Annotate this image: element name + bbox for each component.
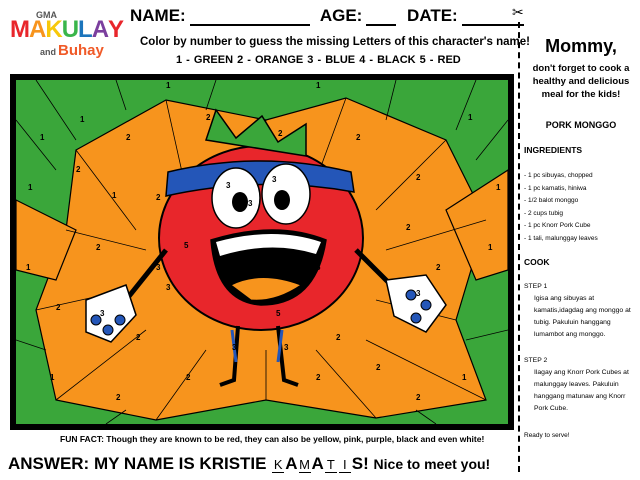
letter-blank[interactable]: M — [299, 457, 310, 472]
region-number-orange: 2 — [126, 133, 131, 142]
answer-line — [8, 454, 490, 474]
region-number-green: 1 — [28, 183, 33, 192]
logo-letter: A — [29, 16, 46, 43]
region-number-blue: 3 — [156, 263, 161, 272]
region-number-orange: 2 — [156, 193, 161, 202]
letter-fixed: A — [285, 454, 298, 473]
color-legend: 1 - GREEN 2 - ORANGE 3 - BLUE 4 - BLACK 5 - RED — [176, 54, 461, 66]
name-label: NAME: — [130, 6, 186, 25]
ingredient-item: - 1 pc Knorr Pork Cube — [524, 222, 591, 230]
name-age-date-header — [130, 6, 530, 26]
region-number-blue: 3 — [226, 181, 231, 190]
region-number-green: 1 — [40, 133, 45, 142]
region-number-green: 1 — [316, 81, 321, 90]
region-number-orange: 2 — [116, 393, 121, 402]
logo-letter: U — [61, 16, 79, 43]
region-number-green: 1 — [112, 191, 117, 200]
region-number-orange: 2 — [206, 113, 211, 122]
answer-label: ANSWER: — [8, 454, 90, 473]
region-number-red: 5 — [276, 309, 281, 318]
logo-letter: K — [45, 16, 62, 43]
dish-name: PORK MONGGO — [545, 120, 617, 130]
color-by-number-picture — [10, 74, 514, 430]
letter-blank[interactable]: T — [325, 458, 337, 473]
region-number-orange: 2 — [76, 165, 81, 174]
step2-text: Ilagay ang Knorr Pork Cubes at malunggay leaves. Pakuluin hanggang matunaw ang Knorr Pork Cube. — [534, 369, 629, 412]
region-number-orange: 2 — [186, 373, 191, 382]
region-number-blue: 3 — [416, 289, 421, 298]
letter-fixed: S! — [351, 454, 369, 473]
recipe-tip: don't forget to cook a healthy and delicious meal for the kids! — [532, 63, 630, 100]
region-number-green: 1 — [50, 373, 55, 382]
logo-letter: Y — [108, 16, 124, 43]
ingredient-item: - 1 tali, malunggay leaves — [524, 234, 598, 242]
region-number-red: 5 — [184, 241, 189, 250]
region-number-green: 1 — [166, 81, 171, 90]
age-label: AGE: — [319, 6, 363, 25]
region-number-blue: 3 — [166, 283, 171, 292]
recipe-sidebar — [522, 0, 640, 480]
glove-dot — [103, 325, 113, 335]
letter-blank[interactable]: K — [273, 457, 283, 472]
answer-suffix: Nice to meet you! — [373, 456, 491, 472]
ingredients-heading: INGREDIENTS — [524, 145, 583, 155]
region-number-blue: 3 — [284, 343, 289, 352]
logo-letter: M — [10, 16, 29, 43]
region-number-green: 1 — [462, 373, 467, 382]
region-number-orange: 2 — [416, 393, 421, 402]
logo-letter: A — [91, 16, 109, 43]
date-label: DATE: — [407, 6, 458, 25]
region-number-green: 1 — [468, 113, 473, 122]
region-number-orange: 2 — [56, 303, 61, 312]
region-number-blue: 3 — [248, 199, 253, 208]
age-field[interactable] — [366, 10, 396, 26]
scissors-icon: ✂ — [512, 4, 524, 20]
ingredient-item: - 2 cups tubig — [524, 209, 564, 217]
region-number-green: 1 — [496, 183, 501, 192]
glove-dot — [411, 313, 421, 323]
region-number-orange: 2 — [406, 223, 411, 232]
right-pupil — [274, 190, 290, 210]
ingredients-list — [524, 170, 598, 246]
makulay-logo — [6, 4, 126, 62]
left-pupil — [232, 192, 248, 212]
instruction-text: Color by number to guess the missing Letters of this character's name! — [140, 36, 530, 48]
letter-fixed: A — [311, 454, 324, 473]
cook-heading: COOK — [524, 257, 550, 267]
step2-heading: STEP 2 — [524, 357, 548, 364]
region-number-green: 1 — [80, 115, 85, 124]
region-number-orange: 2 — [416, 173, 421, 182]
region-number-orange: 2 — [356, 133, 361, 142]
step1-text: Igisa ang sibuyas at kamatis,idagdag ang monggo at tubig. Pakuluin hanggang lumambot ang monggo. — [534, 295, 631, 338]
tomato-character-drawing — [16, 80, 508, 424]
recipe-heading: Mommy, — [545, 36, 617, 56]
ready-text: Ready to serve! — [524, 432, 570, 439]
glove-dot — [115, 315, 125, 325]
cut-line — [518, 22, 520, 472]
region-number-orange: 2 — [336, 333, 341, 342]
ingredient-item: - 1 pc sibuyas, chopped — [524, 172, 593, 179]
glove-dot — [421, 300, 431, 310]
letter-blank[interactable]: I — [339, 458, 351, 473]
region-number-blue: 3 — [100, 309, 105, 318]
region-number-blue: 3 — [232, 343, 237, 352]
network-logo: GMA — [36, 10, 57, 20]
region-number-orange: 2 — [376, 363, 381, 372]
region-number-orange: 2 — [136, 333, 141, 342]
region-number-green: 1 — [488, 243, 493, 252]
fun-fact: FUN FACT: Though they are known to be red, they can also be yellow, pink, purple, black and even white! — [60, 434, 485, 444]
logo-subtitle: and Buhay — [40, 42, 104, 59]
region-number-orange: 2 — [436, 263, 441, 272]
glove-dot — [406, 290, 416, 300]
answer-prefix: MY NAME IS KRISTIE — [93, 454, 267, 473]
step1-heading: STEP 1 — [524, 283, 548, 290]
region-number-blue: 3 — [272, 175, 277, 184]
name-field[interactable] — [190, 10, 310, 26]
region-number-orange: 2 — [278, 129, 283, 138]
logo-letter: L — [78, 16, 92, 43]
ingredient-item: - 1 pc kamatis, hiniwa — [524, 184, 587, 192]
region-number-orange: 2 — [316, 373, 321, 382]
region-number-orange: 2 — [96, 243, 101, 252]
region-number-red: 5 — [316, 263, 321, 272]
logo-title — [10, 16, 123, 44]
region-number-green: 1 — [26, 263, 31, 272]
ingredient-item: - 1/2 balot monggo — [524, 197, 579, 205]
